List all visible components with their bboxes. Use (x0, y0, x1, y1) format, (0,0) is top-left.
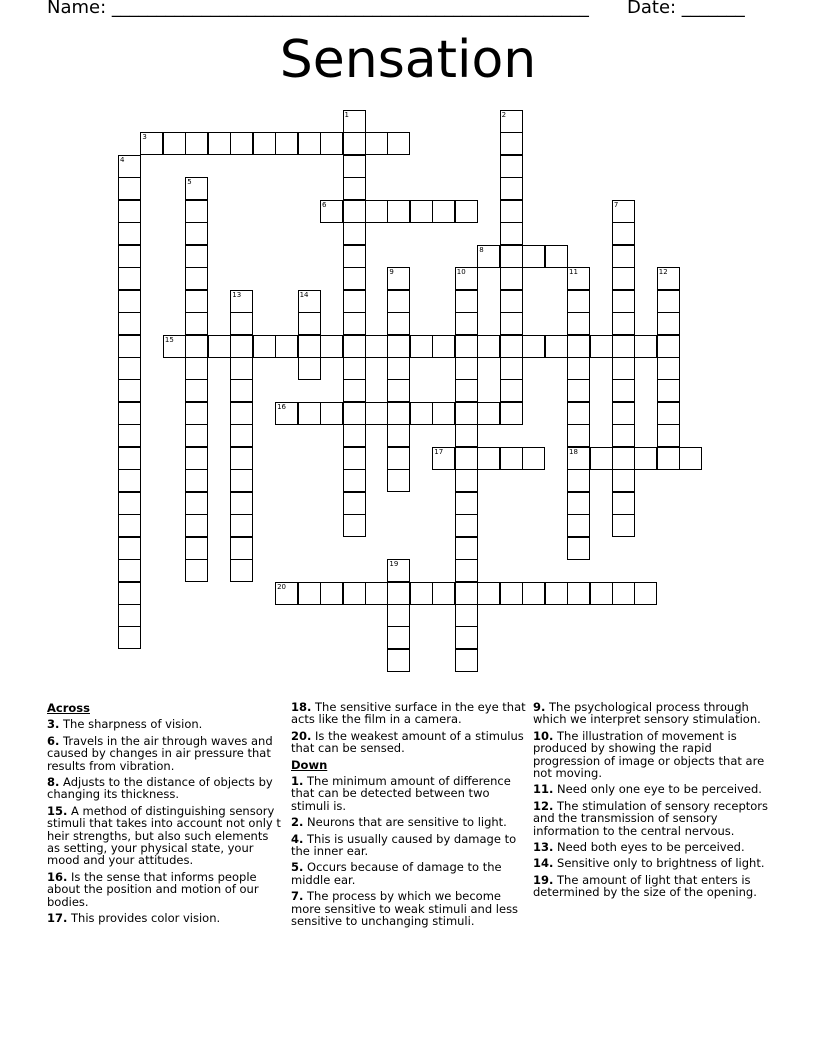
grid-cell[interactable] (365, 132, 388, 155)
grid-cell[interactable] (612, 469, 635, 492)
clue-number: 4 (120, 155, 125, 164)
grid-cell[interactable] (455, 379, 478, 402)
grid-cell[interactable] (545, 245, 568, 268)
grid-cell[interactable] (500, 177, 523, 200)
grid-cell[interactable] (118, 604, 141, 627)
grid-cell[interactable] (522, 582, 545, 605)
grid-cell[interactable] (567, 357, 590, 380)
clue-number: 13 (232, 290, 242, 299)
grid-cell[interactable] (567, 402, 590, 425)
grid-cell[interactable] (343, 357, 366, 380)
grid-cell[interactable] (657, 335, 680, 358)
grid-cell[interactable] (567, 312, 590, 335)
grid-cell[interactable] (230, 312, 253, 335)
grid-cell[interactable] (387, 447, 410, 470)
grid-cell[interactable] (163, 335, 186, 358)
grid-cell[interactable] (657, 267, 680, 290)
grid-cell[interactable] (230, 537, 253, 560)
grid-cell[interactable] (320, 335, 343, 358)
grid-cell[interactable] (387, 312, 410, 335)
grid-cell[interactable] (432, 582, 455, 605)
grid-cell[interactable] (500, 357, 523, 380)
grid-cell[interactable] (410, 402, 433, 425)
grid-cell[interactable] (612, 402, 635, 425)
grid-cell[interactable] (185, 132, 208, 155)
grid-cell[interactable] (118, 267, 141, 290)
grid-cell[interactable] (455, 582, 478, 605)
grid-cell[interactable] (343, 514, 366, 537)
grid-cell[interactable] (298, 402, 321, 425)
grid-cell[interactable] (230, 335, 253, 358)
grid-cell[interactable] (387, 267, 410, 290)
grid-cell[interactable] (679, 447, 702, 470)
clue-number: 19 (389, 560, 399, 568)
grid-cell[interactable] (634, 335, 657, 358)
grid-cell[interactable] (567, 514, 590, 537)
grid-cell[interactable] (387, 626, 410, 649)
grid-cell[interactable] (545, 582, 568, 605)
clue-down-7: 7. The process by which we become more sensitive to weak stimuli and less sensitive to unchanging stimuli. (291, 889, 519, 929)
grid-cell[interactable] (455, 200, 478, 223)
grid-cell[interactable] (118, 447, 141, 470)
grid-cell[interactable] (500, 110, 523, 133)
grid-cell[interactable] (230, 132, 253, 155)
clue-column-3 (533, 701, 769, 899)
grid-cell[interactable] (343, 110, 366, 133)
grid-cell[interactable] (230, 469, 253, 492)
grid-cell[interactable] (545, 335, 568, 358)
grid-cell[interactable] (230, 492, 253, 515)
clue-number: 15 (164, 335, 174, 344)
grid-cell[interactable] (455, 357, 478, 380)
grid-cell[interactable] (118, 177, 141, 200)
grid-cell[interactable] (455, 537, 478, 560)
grid-cell[interactable] (612, 245, 635, 268)
grid-cell[interactable] (477, 582, 500, 605)
clue-down-13: 13. Need both eyes to be perceived. (533, 840, 745, 855)
clue-number: 17 (434, 447, 444, 456)
grid-cell[interactable] (387, 424, 410, 447)
grid-cell[interactable] (185, 200, 208, 223)
grid-cell[interactable] (522, 245, 545, 268)
clue-down-10: 10. The illustration of movement is produced by showing the rapid progression of image or objects that are not moving. (533, 728, 765, 781)
grid-cell[interactable] (185, 514, 208, 537)
grid-cell[interactable] (410, 582, 433, 605)
grid-cell[interactable] (343, 222, 366, 245)
clue-down-5: 5. Occurs because of damage to the middle ear. (291, 860, 502, 887)
grid-cell[interactable] (432, 447, 455, 470)
grid-cell[interactable] (185, 537, 208, 560)
clue-number: 18 (569, 447, 578, 456)
grid-cell[interactable] (343, 424, 366, 447)
grid-cell[interactable] (612, 447, 635, 470)
clue-down-4: 4. This is usually caused by damage to the inner ear. (291, 831, 517, 859)
grid-cell[interactable] (567, 335, 590, 358)
grid-cell[interactable] (387, 469, 410, 492)
grid-cell[interactable] (343, 335, 366, 358)
grid-cell[interactable] (185, 222, 208, 245)
clue-down-14: 14. Sensitive only to brightness of light. (533, 856, 765, 871)
grid-cell[interactable] (387, 290, 410, 313)
grid-cell[interactable] (185, 335, 208, 358)
grid-cell[interactable] (387, 357, 410, 380)
grid-cell[interactable] (432, 200, 455, 223)
clue-down-1: 1. The minimum amount of difference that can be detected between two stimuli is. (291, 774, 511, 813)
grid-cell[interactable] (455, 424, 478, 447)
grid-cell[interactable] (500, 447, 523, 470)
grid-cell[interactable] (455, 402, 478, 425)
grid-cell[interactable] (567, 379, 590, 402)
grid-cell[interactable] (343, 290, 366, 313)
grid-cell[interactable] (455, 447, 478, 470)
grid-cell[interactable] (118, 626, 141, 649)
grid-cell[interactable] (343, 200, 366, 223)
grid-cell[interactable] (343, 447, 366, 470)
grid-cell[interactable] (612, 379, 635, 402)
grid-cell[interactable] (230, 379, 253, 402)
grid-cell[interactable] (590, 447, 613, 470)
clue-number: 9 (389, 268, 394, 277)
grid-cell[interactable] (455, 290, 478, 313)
grid-cell[interactable] (298, 290, 321, 313)
grid-cell[interactable] (230, 290, 253, 313)
clue-down-2: 2. Neurons that are sensitive to light. (291, 815, 507, 830)
grid-cell[interactable] (275, 335, 298, 358)
grid-cell[interactable] (455, 559, 478, 582)
grid-cell[interactable] (118, 492, 141, 515)
grid-cell[interactable] (567, 267, 590, 290)
grid-cell[interactable] (590, 582, 613, 605)
clue-across-6: 6. Travels in the air through waves and caused by changes in air pressure that results from vibration. (47, 733, 273, 773)
grid-cell[interactable] (230, 447, 253, 470)
grid-cell[interactable] (343, 379, 366, 402)
grid-cell[interactable] (185, 290, 208, 313)
clue-column-1 (47, 701, 283, 925)
grid-cell[interactable] (500, 402, 523, 425)
clue-across-20: 20. Is the weakest amount of a stimulus that can be sensed. (291, 728, 524, 756)
grid-cell[interactable] (410, 200, 433, 223)
grid-cell[interactable] (522, 447, 545, 470)
clue-down-19: 19. The amount of light that enters is determined by the size of the opening. (533, 872, 757, 900)
grid-cell[interactable] (455, 604, 478, 627)
grid-cell[interactable] (477, 402, 500, 425)
clue-number: 3 (142, 133, 147, 142)
grid-cell[interactable] (320, 402, 343, 425)
grid-cell[interactable] (657, 402, 680, 425)
grid-cell[interactable] (230, 559, 253, 582)
grid-cell[interactable] (118, 155, 141, 178)
grid-cell[interactable] (387, 604, 410, 627)
clue-number: 1 (344, 111, 349, 119)
clue-number: 7 (613, 200, 619, 209)
grid-cell[interactable] (343, 582, 366, 605)
grid-cell[interactable] (253, 132, 276, 155)
grid-cell[interactable] (477, 335, 500, 358)
grid-cell[interactable] (365, 402, 388, 425)
grid-cell[interactable] (118, 335, 141, 358)
clue-across-3: 3. The sharpness of vision. (47, 717, 203, 732)
grid-cell[interactable] (118, 222, 141, 245)
grid-cell[interactable] (387, 649, 410, 672)
grid-cell[interactable] (612, 312, 635, 335)
grid-cell[interactable] (590, 335, 613, 358)
grid-cell[interactable] (612, 335, 635, 358)
grid-cell[interactable] (185, 559, 208, 582)
grid-cell[interactable] (298, 312, 321, 335)
grid-cell[interactable] (567, 582, 590, 605)
grid-cell[interactable] (657, 290, 680, 313)
grid-cell[interactable] (612, 424, 635, 447)
grid-cell[interactable] (500, 582, 523, 605)
grid-cell[interactable] (500, 155, 523, 178)
grid-cell[interactable] (118, 200, 141, 223)
grid-cell[interactable] (275, 402, 298, 425)
grid-cell[interactable] (657, 447, 680, 470)
grid-cell[interactable] (343, 469, 366, 492)
grid-cell[interactable] (657, 312, 680, 335)
clue-down-11: 11. Need only one eye to be perceived. (533, 782, 762, 797)
grid-cell[interactable] (118, 582, 141, 605)
clue-number: 2 (501, 111, 507, 119)
clue-across-8: 8. Adjusts to the distance of objects by changing its thickness. (47, 775, 273, 802)
grid-cell[interactable] (185, 469, 208, 492)
grid-cell[interactable] (343, 177, 366, 200)
grid-cell[interactable] (500, 335, 523, 358)
grid-cell[interactable] (365, 200, 388, 223)
grid-cell[interactable] (118, 402, 141, 425)
grid-cell[interactable] (185, 447, 208, 470)
grid-cell[interactable] (185, 312, 208, 335)
grid-cell[interactable] (118, 469, 141, 492)
grid-cell[interactable] (387, 379, 410, 402)
grid-cell[interactable] (387, 582, 410, 605)
grid-cell[interactable] (612, 357, 635, 380)
grid-cell[interactable] (320, 582, 343, 605)
grid-cell[interactable] (185, 245, 208, 268)
clue-number: 10 (456, 268, 466, 277)
grid-cell[interactable] (432, 335, 455, 358)
clue-number: 16 (277, 402, 287, 411)
grid-cell[interactable] (455, 492, 478, 515)
grid-cell[interactable] (387, 335, 410, 358)
grid-cell[interactable] (477, 447, 500, 470)
name-field-label: Name: _____________________________________________________ (47, 0, 589, 18)
grid-cell[interactable] (185, 492, 208, 515)
grid-cell[interactable] (275, 132, 298, 155)
grid-cell[interactable] (230, 514, 253, 537)
grid-cell[interactable] (118, 537, 141, 560)
grid-cell[interactable] (567, 290, 590, 313)
clue-across-16: 16. Is the sense that informs people about the position and motion of our bodies. (47, 869, 259, 909)
grid-cell[interactable] (500, 132, 523, 155)
grid-cell[interactable] (230, 357, 253, 380)
grid-cell[interactable] (387, 402, 410, 425)
grid-cell[interactable] (208, 132, 231, 155)
grid-cell[interactable] (343, 132, 366, 155)
grid-cell[interactable] (365, 582, 388, 605)
grid-cell[interactable] (612, 492, 635, 515)
grid-cell[interactable] (118, 559, 141, 582)
grid-cell[interactable] (387, 132, 410, 155)
grid-cell[interactable] (185, 402, 208, 425)
grid-cell[interactable] (387, 200, 410, 223)
grid-cell[interactable] (230, 402, 253, 425)
grid-cell[interactable] (320, 132, 343, 155)
grid-cell[interactable] (343, 402, 366, 425)
grid-cell[interactable] (612, 200, 635, 223)
grid-cell[interactable] (275, 582, 298, 605)
grid-cell[interactable] (455, 312, 478, 335)
grid-cell[interactable] (455, 514, 478, 537)
grid-cell[interactable] (118, 245, 141, 268)
grid-cell[interactable] (657, 424, 680, 447)
clue-across-17: 17. This provides color vision. (47, 911, 221, 926)
grid-cell[interactable] (612, 514, 635, 537)
grid-cell[interactable] (230, 424, 253, 447)
grid-cell[interactable] (185, 424, 208, 447)
clue-down-9: 9. The psychological process through which we interpret sensory stimulation. (533, 700, 761, 727)
grid-cell[interactable] (118, 357, 141, 380)
clue-number: 12 (658, 268, 668, 277)
grid-cell[interactable] (500, 267, 523, 290)
grid-cell[interactable] (657, 379, 680, 402)
down-heading: Down (291, 757, 328, 772)
grid-cell[interactable] (455, 267, 478, 290)
clue-number: 8 (479, 245, 484, 254)
grid-cell[interactable] (185, 267, 208, 290)
grid-cell[interactable] (612, 222, 635, 245)
grid-cell[interactable] (500, 222, 523, 245)
grid-cell[interactable] (612, 267, 635, 290)
grid-cell[interactable] (657, 357, 680, 380)
page-title: Sensation (279, 30, 537, 90)
clue-down-12: 12. The stimulation of sensory receptors and the transmission of sensory information to the central nervous. (533, 798, 769, 838)
grid-cell[interactable] (500, 245, 523, 268)
clue-column-2 (291, 701, 527, 928)
grid-cell[interactable] (634, 447, 657, 470)
grid-cell[interactable] (612, 582, 635, 605)
grid-cell[interactable] (208, 335, 231, 358)
grid-cell[interactable] (343, 245, 366, 268)
grid-cell[interactable] (455, 335, 478, 358)
grid-cell[interactable] (612, 290, 635, 313)
grid-cell[interactable] (500, 200, 523, 223)
grid-cell[interactable] (320, 200, 343, 223)
grid-cell[interactable] (118, 312, 141, 335)
grid-cell[interactable] (500, 312, 523, 335)
grid-cell[interactable] (163, 132, 186, 155)
clue-number: 14 (299, 290, 309, 299)
grid-cell[interactable] (500, 379, 523, 402)
grid-cell[interactable] (118, 379, 141, 402)
grid-cell[interactable] (455, 649, 478, 672)
grid-cell[interactable] (185, 177, 208, 200)
grid-cell[interactable] (118, 290, 141, 313)
clue-number: 11 (569, 268, 578, 277)
grid-cell[interactable] (343, 155, 366, 178)
grid-cell[interactable] (567, 447, 590, 470)
clue-number: 20 (277, 582, 287, 591)
grid-cell[interactable] (185, 379, 208, 402)
grid-cell[interactable] (567, 469, 590, 492)
grid-cell[interactable] (118, 514, 141, 537)
grid-cell[interactable] (343, 492, 366, 515)
grid-cell[interactable] (522, 335, 545, 358)
grid-cell[interactable] (253, 335, 276, 358)
grid-cell[interactable] (298, 357, 321, 380)
grid-cell[interactable] (477, 245, 500, 268)
grid-cell[interactable] (410, 335, 433, 358)
grid-cell[interactable] (567, 492, 590, 515)
grid-cell[interactable] (500, 290, 523, 313)
grid-cell[interactable] (634, 582, 657, 605)
grid-cell[interactable] (567, 537, 590, 560)
grid-cell[interactable] (118, 424, 141, 447)
grid-cell[interactable] (343, 267, 366, 290)
grid-cell[interactable] (298, 335, 321, 358)
clue-number: 5 (187, 178, 192, 187)
grid-cell[interactable] (365, 335, 388, 358)
clue-number: 6 (322, 200, 327, 209)
grid-cell[interactable] (432, 402, 455, 425)
grid-cell[interactable] (140, 132, 163, 155)
grid-cell[interactable] (567, 424, 590, 447)
grid-cell[interactable] (298, 132, 321, 155)
grid-cell[interactable] (185, 357, 208, 380)
clue-across-18: 18. The sensitive surface in the eye that acts like the film in a camera. (291, 700, 526, 727)
grid-cell[interactable] (343, 312, 366, 335)
grid-cell[interactable] (298, 582, 321, 605)
grid-cell[interactable] (455, 469, 478, 492)
date-field-label: Date: _______ (627, 0, 745, 18)
across-heading: Across (47, 701, 90, 715)
grid-cell[interactable] (387, 559, 410, 582)
clue-across-15: 15. A method of distinguishing sensory stimuli that takes into account not only t heir strengths, but also such elements as setting, your physical state, your mood and your attitudes. (47, 803, 281, 868)
grid-cell[interactable] (455, 626, 478, 649)
